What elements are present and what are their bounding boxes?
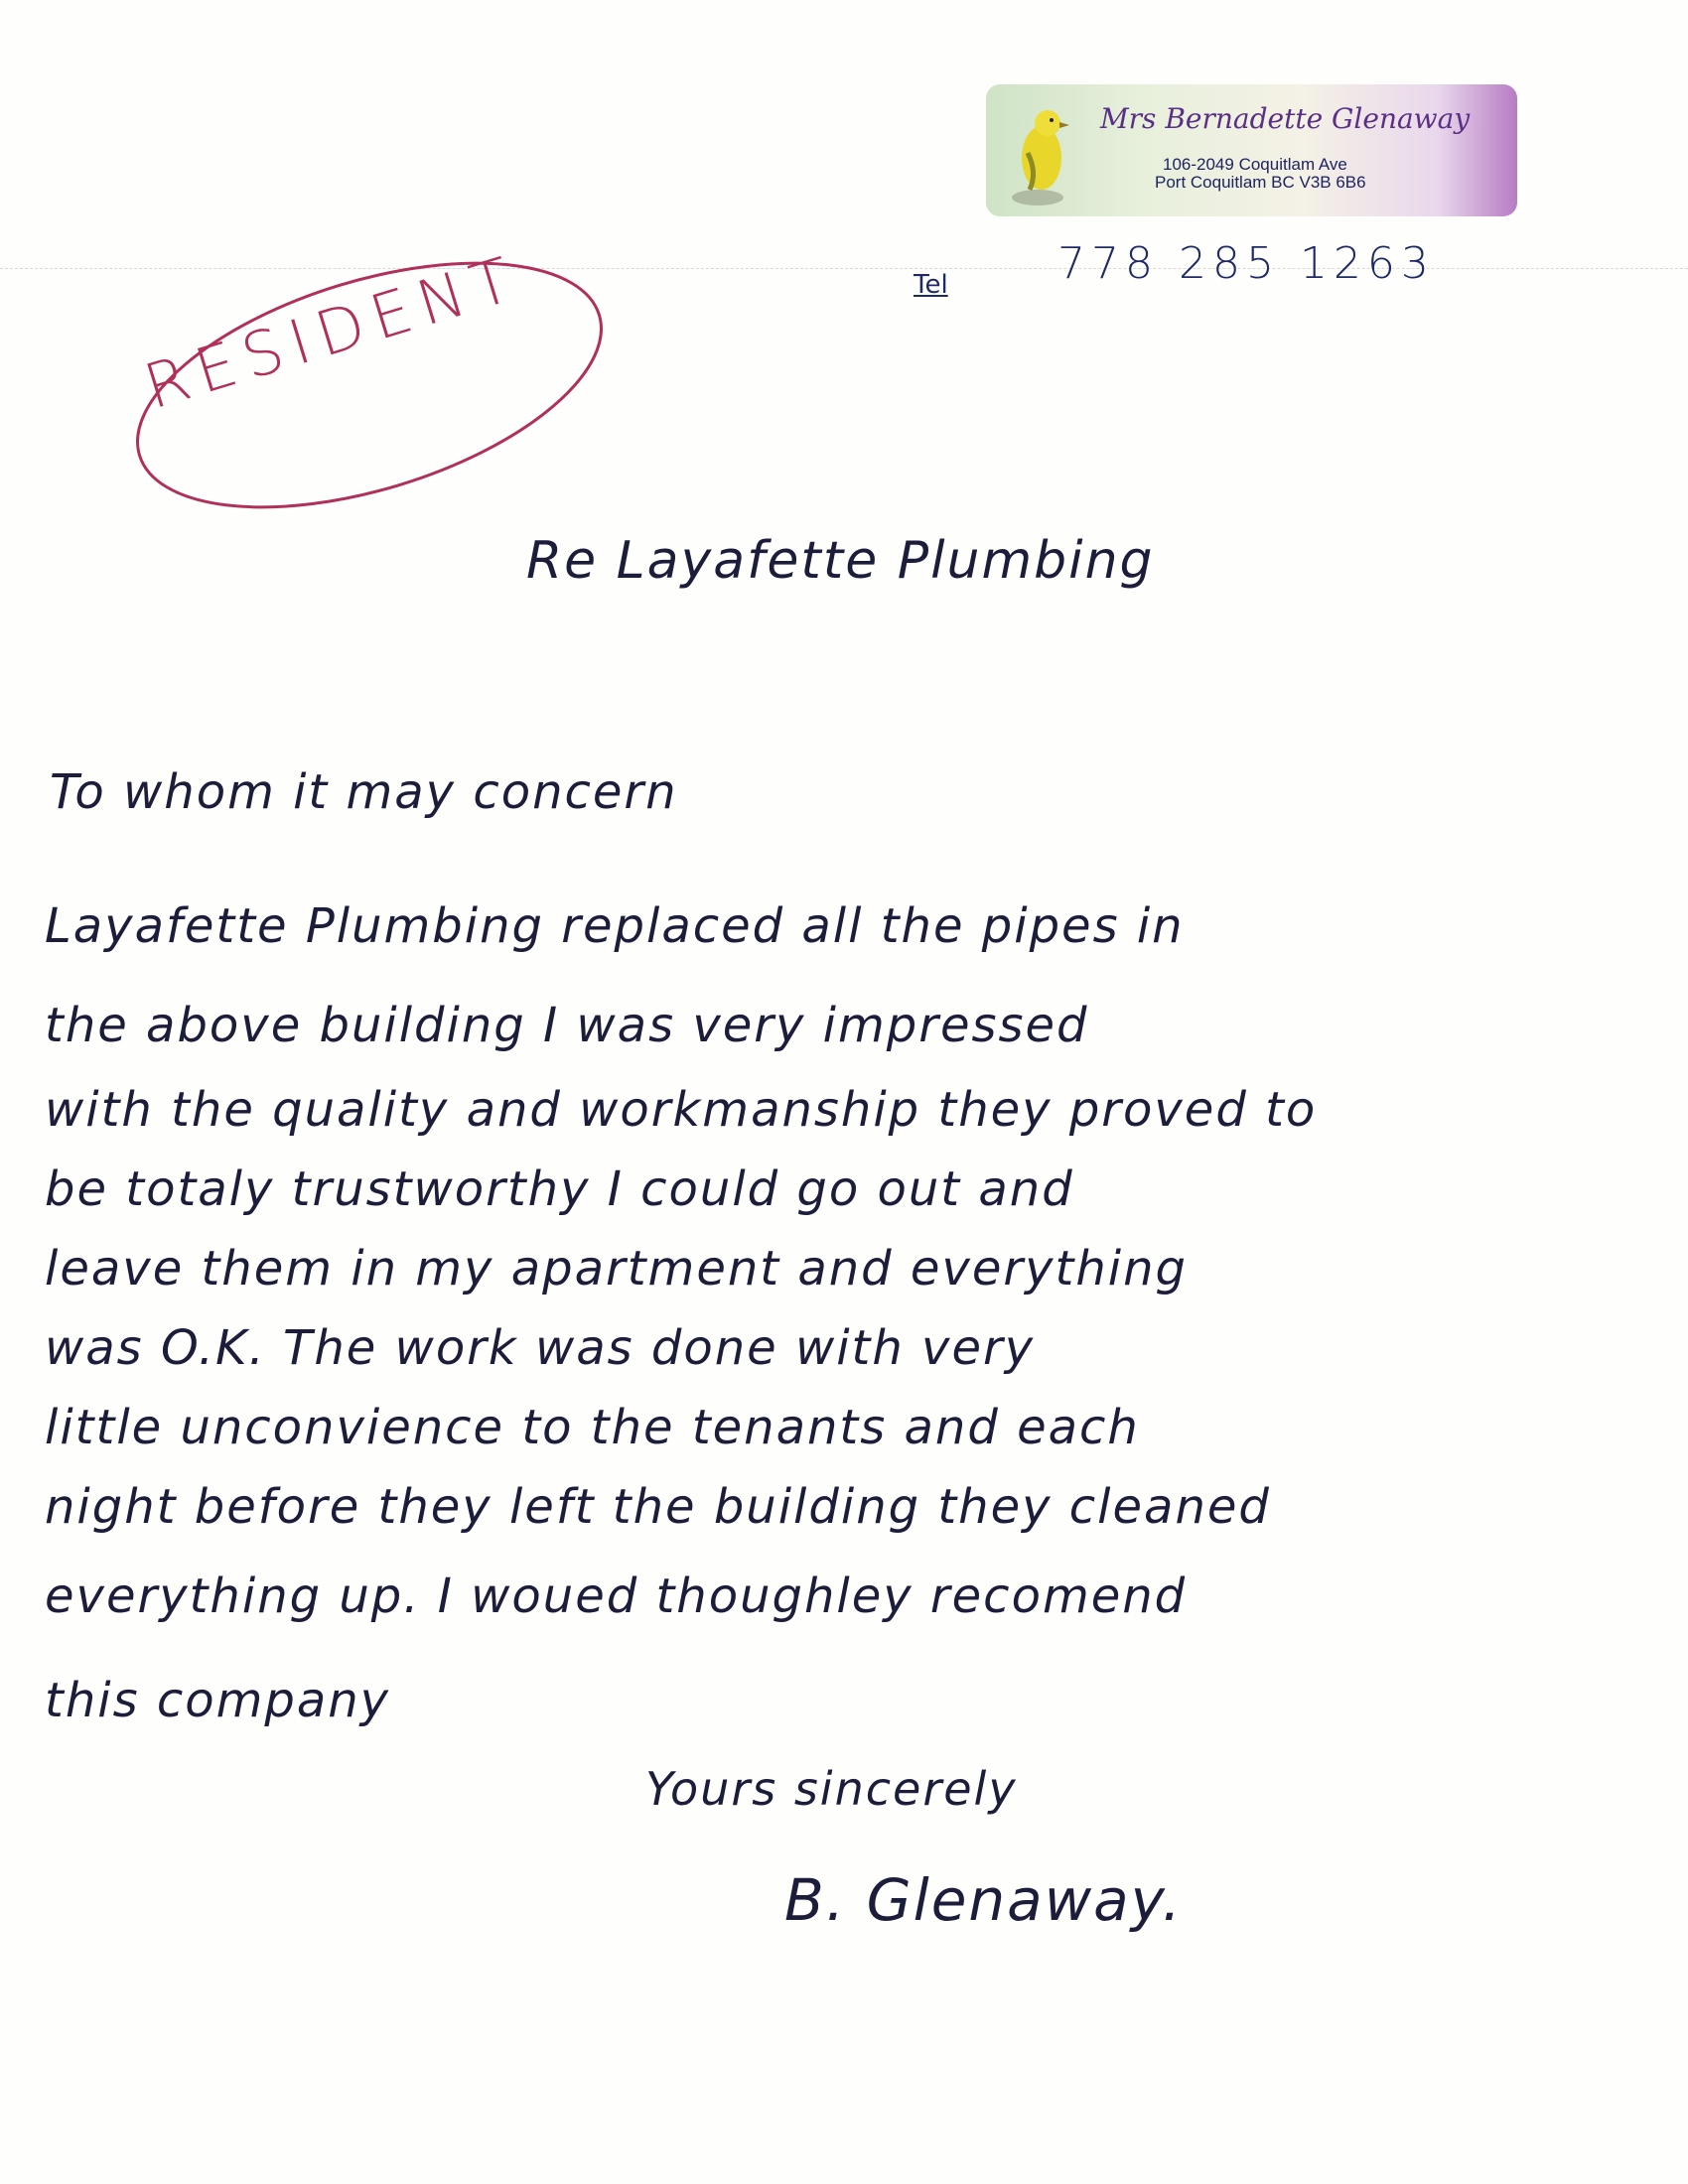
label-address-line2: Port Coquitlam BC V3B 6B6 [1155, 173, 1366, 192]
letter-salutation: To whom it may concern [50, 764, 678, 820]
address-label [986, 84, 1517, 216]
label-address-line1: 106-2049 Coquitlam Ave [1163, 155, 1347, 174]
label-name: Mrs Bernadette Glenaway [1100, 102, 1471, 135]
letter-line: with the quality and workmanship they proved to [45, 1082, 1318, 1138]
letter-line: night before they left the building they cleaned [45, 1479, 1271, 1535]
letter-line: little unconvience to the tenants and each [45, 1400, 1140, 1455]
letter-closing: Yours sincerely [645, 1762, 1018, 1816]
letter-line: be totaly trustworthy I could go out and [45, 1161, 1074, 1217]
resident-stamp-text: RESIDENT [136, 240, 529, 424]
letter-line: was O.K. The work was done with very [45, 1320, 1036, 1376]
letter-line: this company [45, 1673, 391, 1728]
letter-line: everything up. I woued thoughley recomend [45, 1569, 1188, 1624]
tel-label: Tel [914, 270, 948, 300]
letter-line: the above building I was very impressed [45, 998, 1089, 1053]
letter-line: leave them in my apartment and everything [45, 1241, 1188, 1297]
tel-number: 778 285 1263 [1057, 238, 1435, 289]
letter-signature: B. Glenaway. [784, 1866, 1183, 1934]
letter-line: Layafette Plumbing replaced all the pipes in [45, 898, 1185, 954]
yellow-bird-icon [1008, 98, 1077, 207]
letter-subject: Re Layafette Plumbing [526, 531, 1155, 591]
label-address [1155, 156, 1366, 192]
